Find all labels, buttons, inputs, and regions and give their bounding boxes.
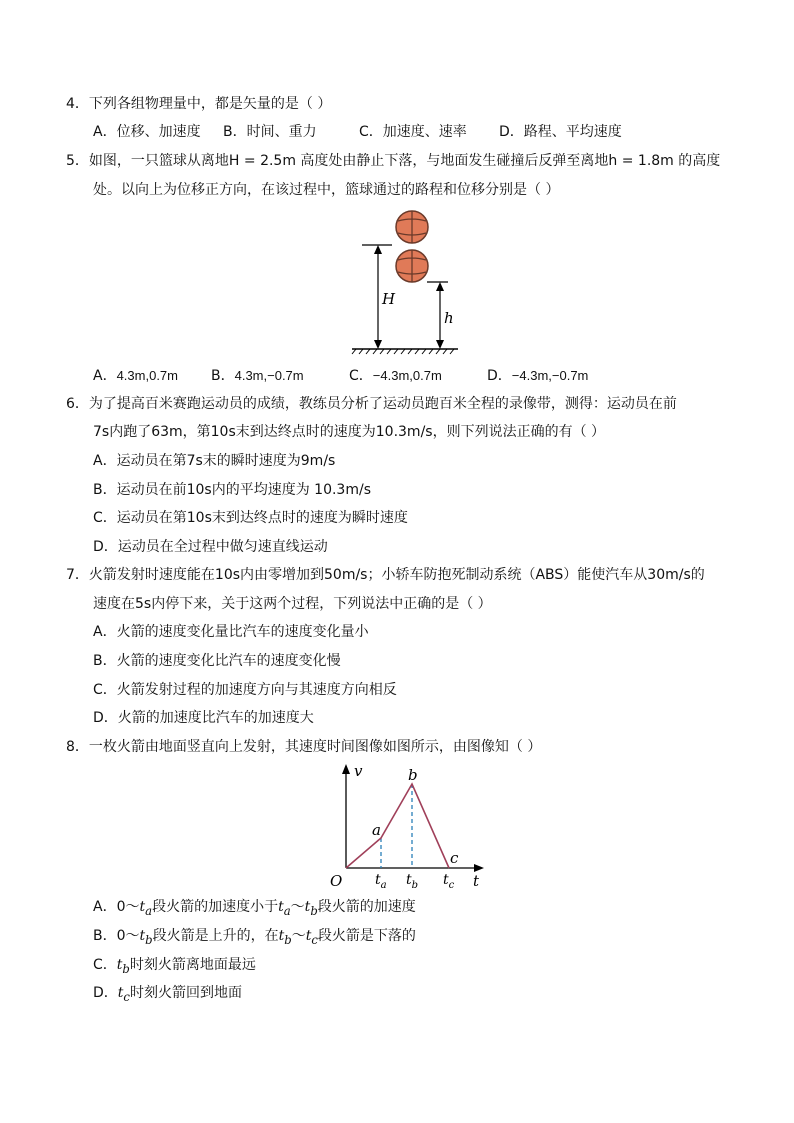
q6-option-d: D．运动员在全过程中做匀速直线运动: [93, 539, 328, 555]
origin-label: O: [330, 872, 343, 890]
basketball-bottom-icon: [396, 250, 428, 282]
q4-stem: 4．下列各组物理量中，都是矢量的是（ ）: [66, 96, 332, 112]
q8-option-c: C．$t_b$时刻火箭离地面最远: [93, 957, 256, 976]
point-c-label: c: [450, 849, 459, 867]
q5-option-d: D．−4.3m,−0.7m: [487, 368, 589, 384]
q6-stem-line2: 7s内跑了63m，第10s末到达终点时的速度为10.3m/s，则下列说法正确的有（ ）: [93, 424, 606, 440]
basketball-top-icon: [396, 211, 428, 243]
q8-option-d: D．$t_c$时刻火箭回到地面: [93, 985, 242, 1004]
q4-option-c: C．加速度、速率: [359, 124, 467, 140]
q7-option-b: B．火箭的速度变化比汽车的速度变化慢: [93, 653, 341, 669]
q6-option-a: A．运动员在第7s末的瞬时速度为9m/s: [93, 453, 336, 469]
t-axis-label: t: [473, 872, 480, 890]
q4-options: [93, 122, 622, 142]
q5-basketball-figure: [340, 205, 470, 355]
q5-options: [93, 366, 588, 386]
q7-stem-line1: 7．火箭发射时速度能在10s内由零增加到50m/s；小轿车防抱死制动系统（ABS）能使汽车从30m/s的: [66, 567, 705, 583]
q8-option-b: B．$0\sim t_b$段火箭是上升的，在$t_b\sim t_c$段火箭是下落的: [93, 928, 416, 947]
q7-option-d: D．火箭的加速度比汽车的加速度大: [93, 710, 314, 726]
q4-option-b: B．时间、重力: [223, 124, 317, 140]
q5-option-b: B．4.3m,−0.7m: [211, 368, 304, 384]
q5-option-a: A．4.3m,0.7m: [93, 368, 178, 384]
q7-stem-line2: 速度在5s内停下来，关于这两个过程，下列说法中正确的是（ ）: [93, 596, 492, 612]
q8-option-a: A．$0\sim t_a$段火箭的加速度小于$t_a\sim t_b$段火箭的加速度: [93, 899, 416, 918]
q7-option-a: A．火箭的速度变化量比汽车的速度变化量小: [93, 624, 369, 640]
label-H: H: [382, 290, 396, 308]
v-axis-label: v: [354, 762, 363, 780]
velocity-line: [346, 784, 449, 868]
q4-option-d: D．路程、平均速度: [499, 124, 622, 140]
q5-stem-line2: 处。以向上为位移正方向，在该过程中，篮球通过的路程和位移分别是（ ）: [93, 182, 560, 198]
q6-option-b: B．运动员在前10s内的平均速度为 10.3m/s: [93, 482, 371, 498]
q6-option-c: C．运动员在第10s末到达终点时的速度为瞬时速度: [93, 510, 408, 526]
q8-velocity-time-graph: [322, 760, 492, 892]
q5-stem-line1: 5．如图，一只篮球从离地H = 2.5m 高度处由静止下落，与地面发生碰撞后反弹至离地h = 1.8m 的高度: [66, 153, 721, 169]
point-a-label: a: [372, 821, 381, 839]
tick-ta: $t_a$: [375, 872, 387, 891]
q4-option-a: A．位移、加速度: [93, 124, 201, 140]
q7-option-c: C．火箭发射过程的加速度方向与其速度方向相反: [93, 682, 397, 698]
tick-tb: $t_b$: [406, 872, 419, 891]
q8-stem: 8．一枚火箭由地面竖直向上发射，其速度时间图像如图所示，由图像知（ ）: [66, 739, 542, 755]
q6-stem-line1: 6．为了提高百米赛跑运动员的成绩，教练员分析了运动员跑百米全程的录像带，测得：运动员在前: [66, 396, 677, 412]
label-h: h: [444, 309, 454, 327]
point-b-label: b: [408, 766, 418, 784]
tick-tc: $t_c$: [443, 872, 455, 891]
q5-option-c: C．−4.3m,0.7m: [349, 368, 442, 384]
